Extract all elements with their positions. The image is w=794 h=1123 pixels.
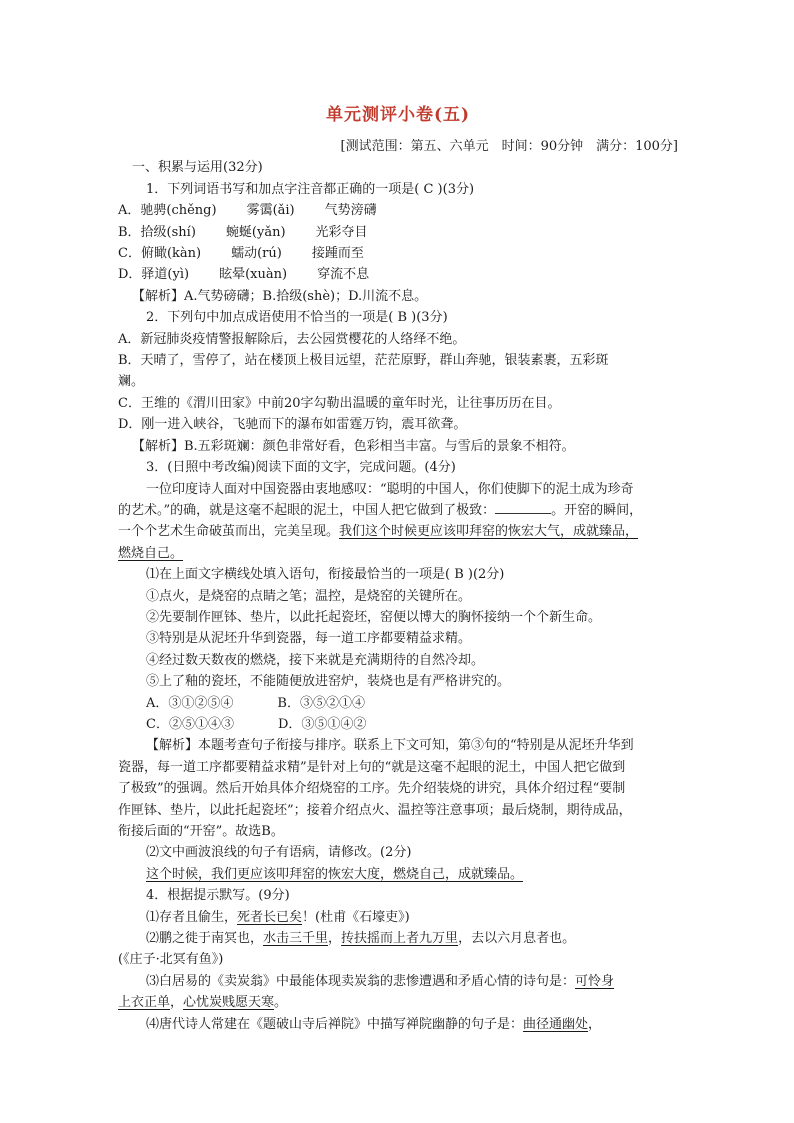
q2-option-a: A．新冠肺炎疫情警报解除后，去公园赏樱花的人络绎不绝。: [118, 331, 466, 347]
q1-analysis: 【解析】A.气势磅礴；B.拾级(shè)；D.川流不息。: [132, 288, 428, 304]
q2-stem: 2．下列句中加点成语使用不恰当的一项是( B )(3分): [146, 310, 448, 326]
q3-option-4: ④经过数天数夜的燃烧，接下来就是充满期待的自然冷却。: [146, 652, 485, 668]
q2-option-c: C．王维的《渭川田家》中前20字勾勒出温暖的童年时光，让往事历历在目。: [118, 395, 561, 411]
q1-option-b: B．拾级(shí) 蜿蜒(yǎn) 光彩夺目: [118, 224, 368, 240]
q3-analysis-2: 瓷器，每一道工序都要精益求精”是针对上句的“就是这毫不起眼的泥土，中国人把它做到: [118, 759, 626, 775]
q3-option-3: ③特别是从泥坯升华到瓷器，每一道工序都要精益求精。: [146, 631, 472, 647]
q2-analysis: 【解析】B.五彩斑斓：颜色非常好看，色彩相当丰富。与雪后的景象不相符。: [132, 438, 575, 454]
q3-stem: 3．(日照中考改编)阅读下面的文字，完成问题。(4分): [146, 460, 456, 476]
q2-option-b-cont: 斓。: [118, 374, 145, 390]
fill-blank: [495, 501, 551, 514]
q4-item-3-cont: 上衣正单，心忧炭贱愿天寒。: [118, 995, 288, 1011]
q4-item-2: ⑵鹏之徙于南冥也，水击三千里，抟扶摇而上者九万里，去以六月息者也。: [146, 931, 576, 947]
q4-item-3: ⑶白居易的《卖炭翁》中最能体现卖炭翁的悲惨遭遇和矛盾心情的诗句是：可怜身: [146, 973, 615, 989]
q4-stem: 4．根据提示默写。(9分): [146, 888, 290, 904]
q3-analysis-1: 【解析】本题考查句子衔接与排序。联系上下文可知，第③句的“特别是从泥坯升华到: [146, 738, 634, 754]
test-meta: [测试范围：第五、六单元 时间：90分钟 满分：100分]: [340, 139, 678, 154]
q3-option-1: ①点火，是烧窑的点睛之笔；温控，是烧窑的关键所在。: [146, 588, 472, 604]
q3-passage-3: 一个个艺术生命破茧而出，完美呈现。我们这个时候更应该叩拜窑的恢宏大气，成就臻品，: [118, 524, 639, 540]
q3-passage-1: 一位印度诗人面对中国瓷器由衷地感叹：“聪明的中国人，你们使脚下的泥土成为珍奇: [146, 481, 634, 497]
q3-sub1: ⑴在上面文字横线处填入语句，衔接最恰当的一项是( B )(2分): [146, 567, 505, 583]
q1-stem: 1．下列词语书写和加点字注音都正确的一项是( C )(3分): [146, 181, 475, 197]
q3-option-2: ②先要制作匣钵、垫片，以此托起瓷坯，窑便以博大的胸怀接纳一个个新生命。: [146, 609, 602, 625]
content: [118, 100, 678, 1035]
q2-option-d: D．刚一进入峡谷，飞驰而下的瀑布如雷霆万钧，震耳欲聋。: [118, 417, 467, 433]
q1-option-a: A．驰骋(chěng) 雾霭(ǎi) 气势滂礴: [118, 203, 377, 219]
q4-item-2-source: (《庄子·北冥有鱼》): [118, 952, 224, 968]
q1-option-d: D．驿道(yì) 眩晕(xuàn) 穿流不息: [118, 267, 370, 283]
q3-option-5: ⑤上了釉的瓷坯，不能随便放进窑炉，装烧也是有严格讲究的。: [146, 674, 511, 690]
q3-passage-2: 的艺术。”的确，就是这毫不起眼的泥土，中国人把它做到了极致： 。开窑的瞬间，: [118, 502, 643, 518]
q3-analysis-3: 了极致”的强调。然后开始具体介绍烧窑的工序。先介绍装烧的讲究，具体介绍过程“要制: [118, 781, 626, 797]
q4-item-4: ⑷唐代诗人常建在《题破山寺后禅院》中描写禅院幽静的句子是：曲径通幽处，: [146, 1016, 602, 1032]
q2-option-b: B．天晴了，雪停了，站在楼顶上极目远望，茫茫原野，群山奔驰，银装素裹，五彩斑: [118, 353, 609, 369]
q3-sub2: ⑵文中画波浪线的句子有语病，请修改。(2分): [146, 845, 412, 861]
q3-sub2-answer: 这个时候，我们更应该叩拜窑的恢宏大度，燃烧自己，成就臻品。: [146, 866, 524, 882]
q1-option-c: C．俯瞰(kàn) 蠕动(rú) 接踵而至: [118, 246, 364, 262]
q3-analysis-5: 衔接后面的“开窑”。故选B。: [118, 824, 284, 839]
q3-choices-ab: A．③①②⑤④ B．③⑤②①④: [146, 695, 365, 711]
section-heading: 一、积累与运用(32分): [132, 160, 263, 176]
q3-choices-cd: C．②⑤①④③ D．③⑤①④②: [146, 716, 367, 732]
page-title: 单元测评小卷(五): [325, 105, 471, 125]
q4-item-1: ⑴存者且偷生，死者长已矣！(杜甫《石壕吏》): [146, 909, 410, 925]
q3-analysis-4: 作匣钵、垫片，以此托起瓷坯”；接着介绍点火、温控等注意事项；最后烧制，期待成品，: [118, 802, 632, 818]
q3-passage-4: 燃烧自己。: [118, 545, 184, 561]
